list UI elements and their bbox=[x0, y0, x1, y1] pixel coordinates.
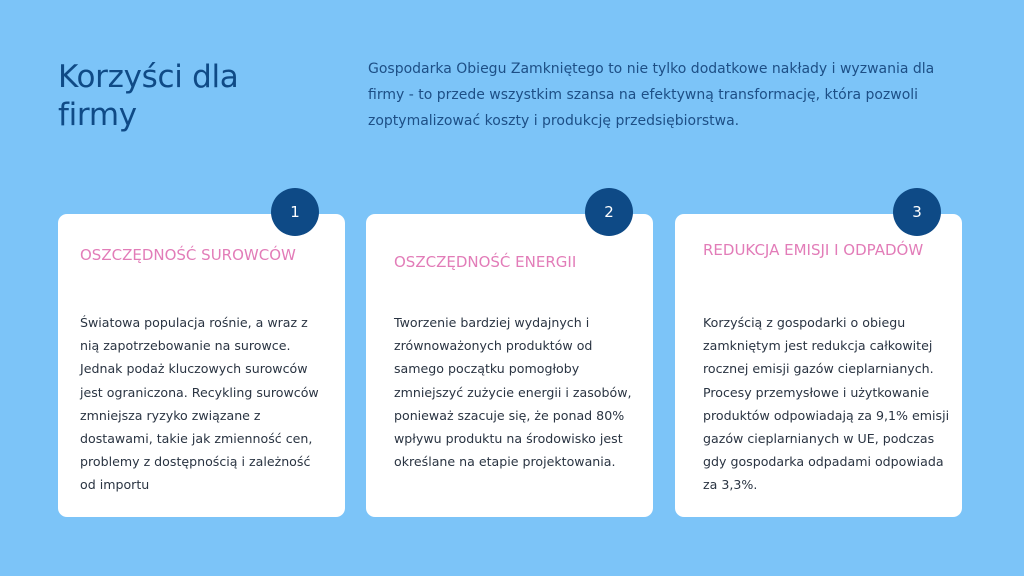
benefit-card-emissions bbox=[675, 203, 962, 517]
intro-paragraph: Gospodarka Obiegu Zamkniętego to nie tylko dodatkowe nakłady i wyzwania dla firmy - to przede wszystkim szansa na efektywną transformację, która pozwoli zoptymalizować koszty i produkcję przedsiębiorstwa. bbox=[368, 61, 935, 129]
benefit-card-raw-materials bbox=[58, 203, 345, 517]
card-heading: REDUKCJA EMISJI I ODPADÓW bbox=[703, 241, 924, 259]
benefit-card-energy bbox=[366, 203, 653, 517]
card-heading: OSZCZĘDNOŚĆ SUROWCÓW bbox=[80, 246, 296, 264]
card-heading: OSZCZĘDNOŚĆ ENERGII bbox=[394, 253, 577, 271]
card-body-text: Światowa populacja rośnie, a wraz z nią zapotrzebowanie na surowce. Jednak podaż kluczowych surowców jest ograniczona. Recykling surowców zmniejsza ryzyko związane z dostawami, takie jak zmienność cen, problemy z dostępnością i zależność od importu bbox=[80, 315, 319, 493]
card-number-badge: 2 bbox=[585, 188, 633, 236]
card-body-text: Korzyścią z gospodarki o obiegu zamkniętym jest redukcja całkowitej rocznej emisji gazów cieplarnianych. Procesy przemysłowe i użytkowanie produktów odpowiadają za 9,1% emisji gazów cieplarnianych w UE, podczas gdy gospodarka odpadami odpowiada za 3,3%. bbox=[703, 315, 950, 493]
card-number-badge: 3 bbox=[893, 188, 941, 236]
card-body-text: Tworzenie bardziej wydajnych i zrównoważonych produktów od samego początku pomogłoby zmniejszyć zużycie energii i zasobów, ponieważ szacuje się, że ponad 80% wpływu produktu na środowisko jest określane na etapie projektowania. bbox=[394, 315, 632, 470]
card-number-badge: 1 bbox=[271, 188, 319, 236]
slide-title: Korzyści dla firmy bbox=[58, 59, 239, 133]
